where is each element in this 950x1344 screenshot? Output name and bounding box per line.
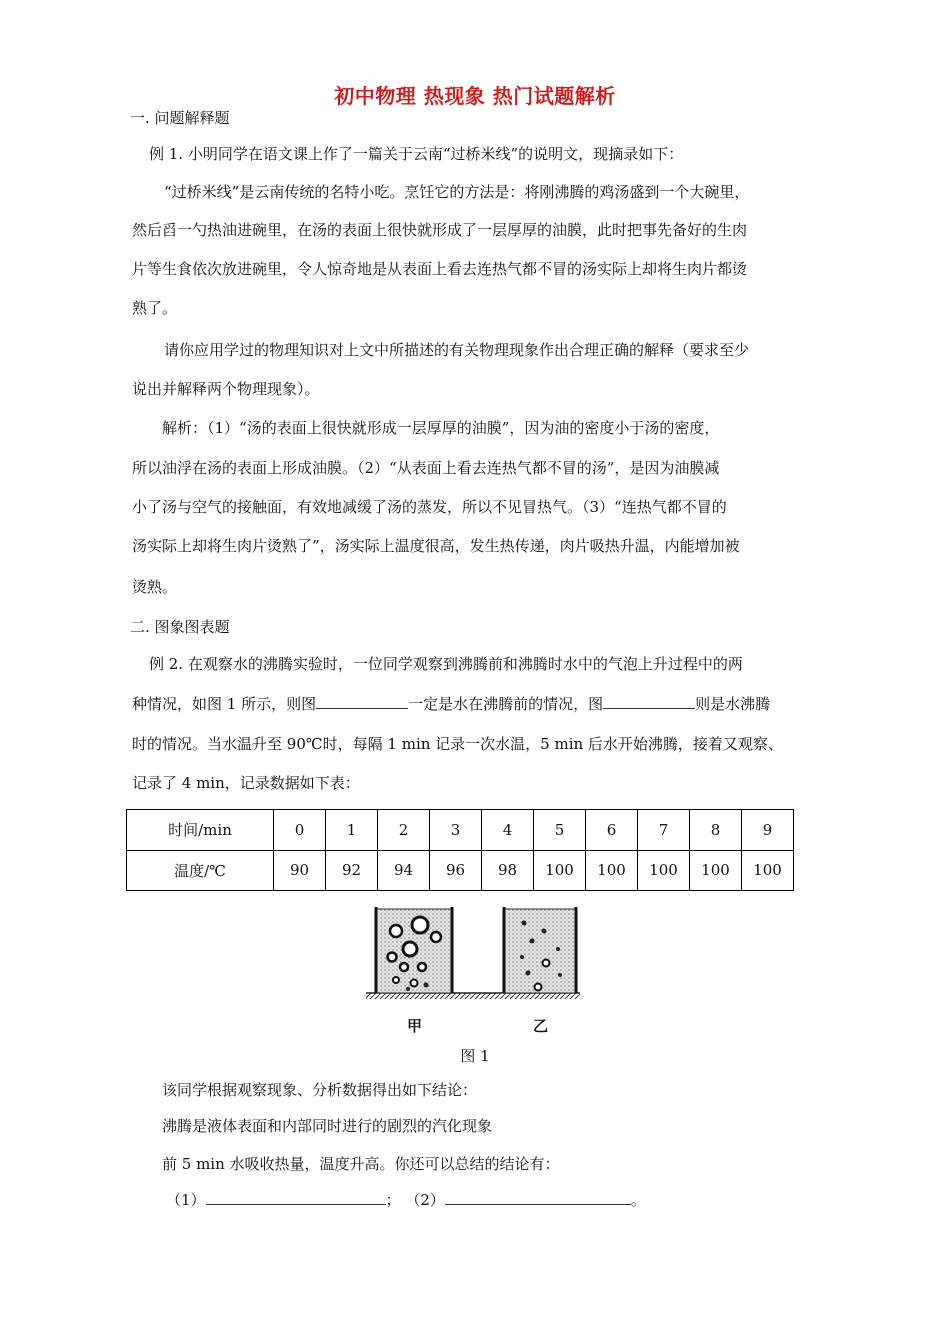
example2-text-c: 则是水沸腾 [695, 695, 771, 713]
analysis-line-1: 解析：（1）“汤的表面上很快就形成一层厚厚的油膜”，因为油的密度小于汤的密度， [162, 419, 720, 437]
table-cell: 96 [430, 850, 482, 891]
table-row-temperature [127, 850, 794, 891]
example2-line-1: 例 2. 在观察水的沸腾实验时，一位同学观察到沸腾前和沸腾时水中的气泡上升过程中的两 [149, 655, 743, 673]
conclusion-answers [166, 1190, 646, 1210]
table-header-time: 时间/min [127, 810, 274, 851]
temperature-table [126, 809, 794, 891]
table-cell: 4 [482, 810, 534, 851]
table-cell: 90 [274, 850, 326, 891]
table-cell: 3 [430, 810, 482, 851]
table-cell: 9 [742, 810, 794, 851]
answer-end: 。 [630, 1191, 646, 1209]
answer-blank-1[interactable] [316, 694, 408, 709]
table-cell: 98 [482, 850, 534, 891]
question-line-1: 请你应用学过的物理知识对上文中所描述的有关物理现象作出合理正确的解释（要求至少 [164, 341, 750, 359]
conclusion-line-1: 沸腾是液体表面和内部同时进行的剧烈的汽化现象 [162, 1117, 493, 1135]
table-cell: 2 [378, 810, 430, 851]
table-cell: 5 [534, 810, 586, 851]
table-cell: 100 [586, 850, 638, 891]
example2-line-4: 记录了 4 min，记录数据如下表： [132, 774, 360, 792]
answer-1-prefix: （1） [166, 1191, 206, 1209]
document-title: 初中物理 热现象 热门试题解析 [334, 84, 616, 108]
section2-heading: 二. 图象图表题 [130, 618, 230, 636]
table-cell: 1 [326, 810, 378, 851]
example2-line-2 [132, 694, 770, 714]
figure-caption: 图 1 [460, 1047, 490, 1065]
table-cell: 92 [326, 850, 378, 891]
example2-text-a: 种情况，如图 1 所示，则图 [132, 695, 317, 713]
quote-line-2: 然后舀一勺热油进碗里，在汤的表面上很快就形成了一层厚厚的油膜，此时把事先备好的生肉 [132, 221, 748, 239]
beakers-illustration [364, 905, 584, 1035]
table-cell: 6 [586, 810, 638, 851]
table-header-temperature: 温度/℃ [127, 850, 274, 891]
answer-2-prefix: （2） [405, 1191, 445, 1209]
answer-blank-4[interactable] [445, 1190, 631, 1205]
beaker-jia [376, 907, 452, 993]
bubbles-figure [364, 905, 584, 1035]
section1-heading: 一. 问题解释题 [130, 109, 230, 127]
table-cell: 100 [690, 850, 742, 891]
quote-line-4: 熟了。 [132, 299, 178, 317]
answer-blank-2[interactable] [603, 694, 695, 709]
conclusion-line-2: 前 5 min 水吸收热量，温度升高。你还可以总结的结论有： [162, 1155, 560, 1173]
example2-text-b: 一定是水在沸腾前的情况，图 [408, 695, 604, 713]
analysis-line-5: 烫熟。 [132, 578, 178, 596]
quote-line-1: “过桥米线”是云南传统的名特小吃。烹饪它的方法是：将刚沸腾的鸡汤盛到一个大碗里， [164, 183, 750, 201]
table-cell: 0 [274, 810, 326, 851]
table-cell: 94 [378, 850, 430, 891]
table-cell: 8 [690, 810, 742, 851]
table-row-time [127, 810, 794, 851]
table-cell: 100 [534, 850, 586, 891]
table-cell: 100 [638, 850, 690, 891]
table-cell: 7 [638, 810, 690, 851]
figure-label-jia: 甲 [407, 1017, 423, 1035]
beaker-yi [504, 907, 576, 993]
example1-text: 例 1. 小明同学在语文课上作了一篇关于云南“过桥米线”的说明文，现摘录如下： [149, 145, 684, 163]
analysis-line-4: 汤实际上却将生肉片烫熟了”，汤实际上温度很高，发生热传递，肉片吸热升温，内能增加被 [132, 537, 740, 555]
quote-line-3: 片等生食依次放进碗里，令人惊奇地是从表面上看去连热气都不冒的汤实际上却将生肉片都烫 [132, 260, 748, 278]
analysis-line-3: 小了汤与空气的接触面，有效地减缓了汤的蒸发，所以不见冒热气。（3）“连热气都不冒的 [132, 498, 727, 516]
answer-blank-3[interactable] [206, 1190, 386, 1205]
table-cell: 100 [742, 850, 794, 891]
analysis-line-2: 所以油浮在汤的表面上形成油膜。（2）“从表面上看去连热气都不冒的汤”，是因为油膜减 [132, 459, 720, 477]
question-line-2: 说出并解释两个物理现象）。 [132, 380, 320, 398]
answer-separator: ； [385, 1191, 401, 1209]
figure-label-yi: 乙 [533, 1017, 549, 1035]
example2-line-3: 时的情况。当水温升至 90℃时，每隔 1 min 记录一次水温，5 min 后水开始沸腾，接着又观察、 [132, 735, 783, 753]
conclusion-intro: 该同学根据观察现象、分析数据得出如下结论： [162, 1081, 478, 1099]
